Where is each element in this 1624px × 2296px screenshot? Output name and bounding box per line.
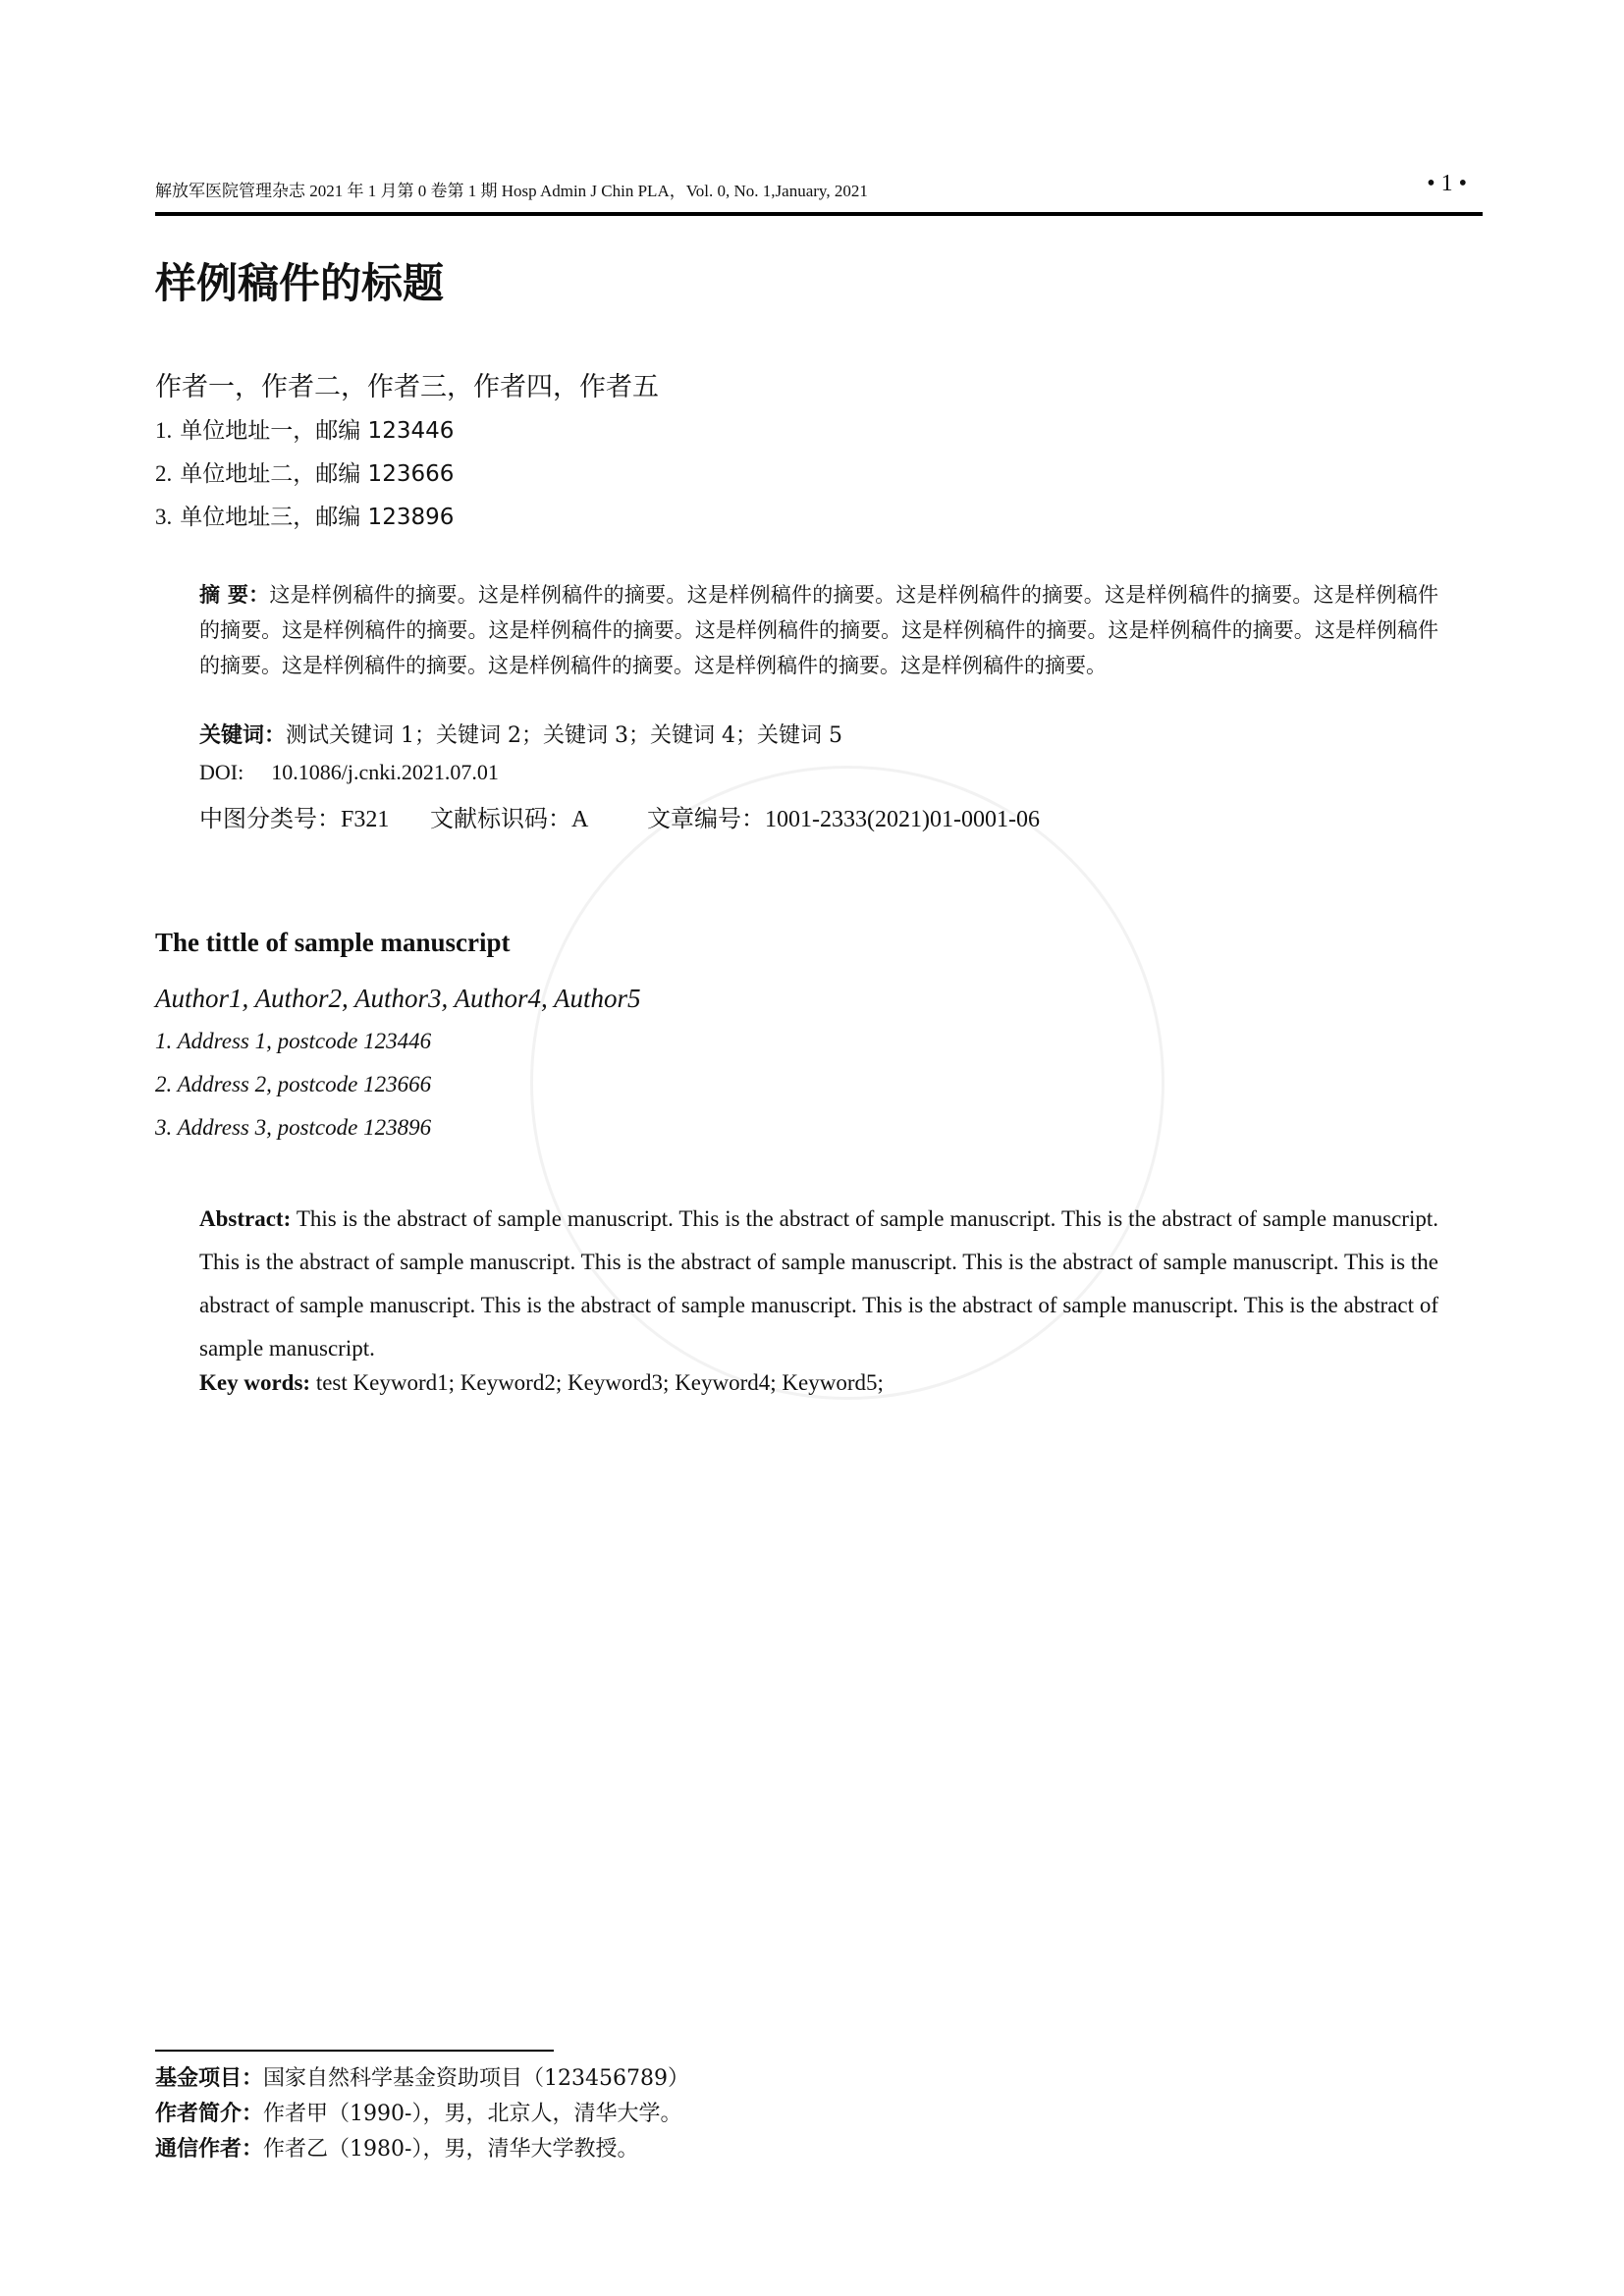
article-no-label: 文章编号：: [646, 805, 765, 832]
doi-value: 10.1086/j.cnki.2021.07.01: [271, 760, 499, 784]
clc-value: F321: [341, 807, 390, 832]
address-en-1: 1. Address 1, postcode 123446: [155, 1029, 432, 1053]
footnote-author-bio: [155, 2097, 681, 2127]
address-en-3: 3. Address 3, postcode 123896: [155, 1115, 432, 1140]
keywords-en: [199, 1370, 884, 1396]
footnote-label: 通信作者：: [155, 2137, 264, 2162]
abstract-cn-label: 摘 要：: [199, 583, 270, 607]
abstract-cn-text: 这是样例稿件的摘要。这是样例稿件的摘要。这是样例稿件的摘要。这是样例稿件的摘要。这是样例稿件的摘要。这是样例稿件的摘要。这是样例稿件的摘要。这是样例稿件的摘要。这是样例稿件的摘要。这是样例稿件的摘要。这是样例稿件的摘要。这是样例稿件的摘要。这是样例稿件的摘要。这是样例稿件的摘要。这是样例稿件的摘要。这是样例稿件的摘要。: [199, 583, 1438, 677]
footnote-rule: [155, 2050, 554, 2052]
footnote-label: 作者简介：: [155, 2102, 264, 2126]
classification-line: [199, 799, 1040, 833]
address-cn-text: 单位地址二，邮编 123666: [180, 461, 455, 487]
keywords-cn-text: 测试关键词 1；关键词 2；关键词 3；关键词 4；关键词 5: [286, 723, 842, 748]
address-cn-text: 单位地址三，邮编 123896: [180, 505, 455, 530]
doc-code-value: A: [571, 807, 589, 832]
address-cn-text: 单位地址一，邮编 123446: [180, 418, 455, 444]
keywords-en-text: test Keyword1; Keyword2; Keyword3; Keyword4; Keyword5;: [310, 1370, 884, 1395]
address-cn-number: 3.: [155, 505, 173, 529]
footnote-label: 基金项目：: [155, 2066, 264, 2091]
address-cn-3: [155, 499, 454, 531]
authors-en: Author1, Author2, Author3, Author4, Author5: [155, 984, 641, 1013]
title-en: The tittle of sample manuscript: [155, 928, 511, 957]
title-cn: 样例稿件的标题: [155, 259, 445, 307]
footnote-text: 作者甲（1990-），男，北京人，清华大学。: [263, 2102, 682, 2126]
page-number: • 1 •: [1427, 171, 1467, 196]
address-cn-2: [155, 455, 454, 488]
address-en-2: 2. Address 2, postcode 123666: [155, 1072, 432, 1096]
address-cn-number: 2.: [155, 461, 173, 486]
keywords-cn-label: 关键词：: [199, 723, 287, 748]
keywords-cn: [199, 719, 842, 749]
running-header: 解放军医院管理杂志 2021 年 1 月第 0 卷第 1 期 Hosp Admin J Chin PLA，Vol. 0, No. 1,January, 2021: [155, 182, 868, 200]
doi: [199, 760, 499, 785]
doi-label: DOI:: [199, 760, 244, 784]
footnote-text: 作者乙（1980-），男，清华大学教授。: [263, 2137, 639, 2162]
authors-cn: 作者一，作者二，作者三，作者四，作者五: [155, 372, 659, 402]
doc-code-label: 文献标识码：: [430, 805, 571, 832]
footnote-corresponding: [155, 2132, 638, 2163]
footnote-funding: [155, 2061, 689, 2092]
address-cn-1: [155, 412, 454, 445]
clc-label: 中图分类号：: [199, 805, 341, 832]
address-cn-number: 1.: [155, 418, 173, 443]
abstract-en: [199, 1198, 1438, 1370]
footnote-text: 国家自然科学基金资助项目（123456789）: [263, 2066, 689, 2091]
header-rule: [155, 212, 1483, 216]
abstract-en-label: Abstract:: [199, 1206, 292, 1231]
keywords-en-label: Key words:: [199, 1370, 311, 1395]
abstract-cn: [199, 577, 1438, 683]
abstract-en-text: This is the abstract of sample manuscript. This is the abstract of sample manuscript. This is the abstract of sample manuscript. This is the abstract of sample manuscript. This is the abstract of sample manuscript. This is the abstract of sample manuscript. This is the abstract of sample manuscript. This is the abstract of sample manuscript. This is the abstract of sample manuscript. This is the abstract of sample manuscript.: [199, 1206, 1438, 1361]
article-no-value: 1001-2333(2021)01-0001-06: [764, 807, 1040, 832]
